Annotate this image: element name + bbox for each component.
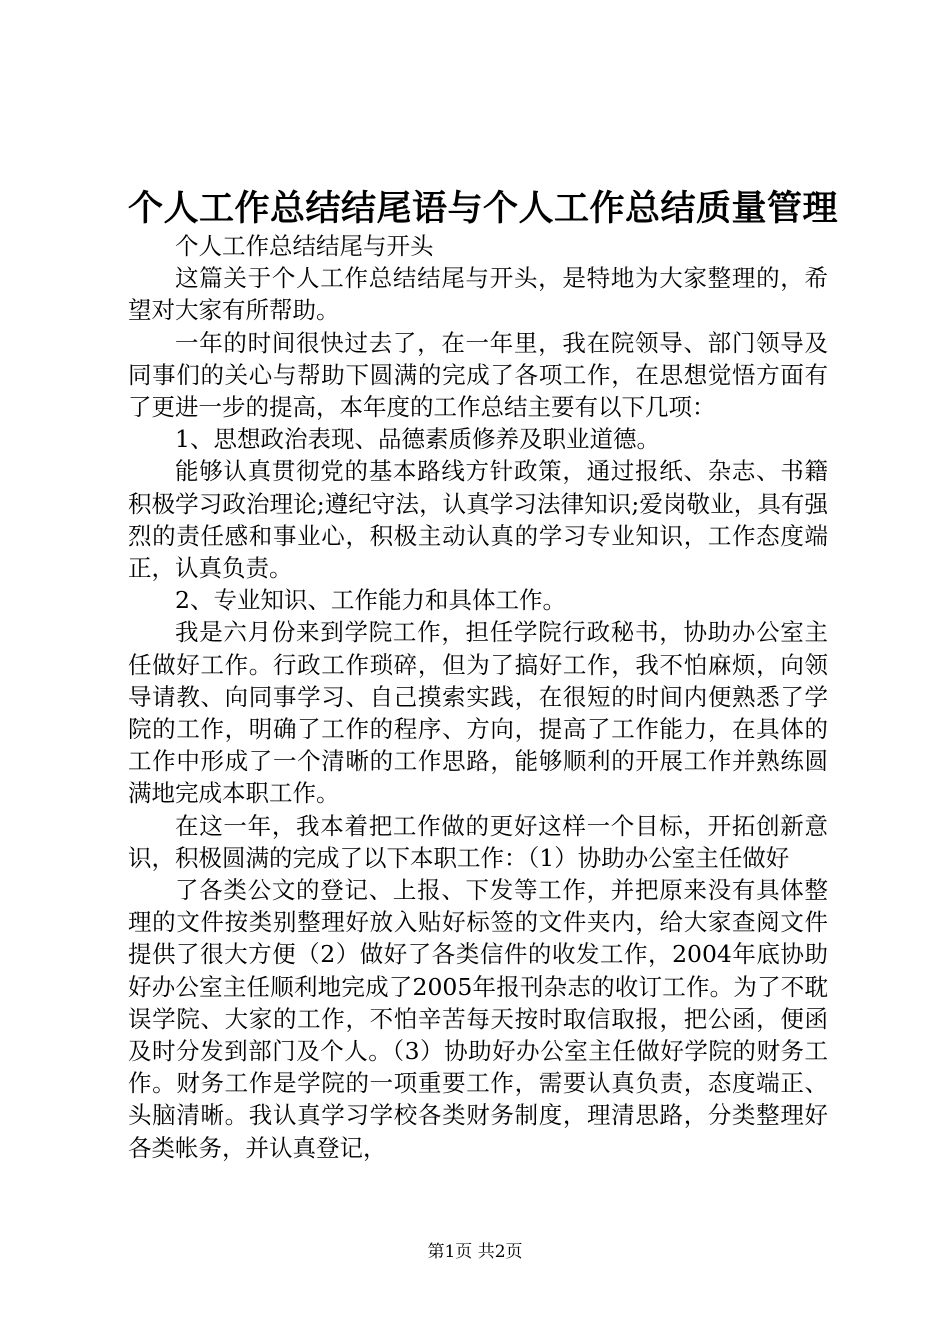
document-title: 个人工作总结结尾语与个人工作总结质量管理: [128, 189, 839, 229]
page-number: 第1页 共2页: [427, 1242, 523, 1262]
paragraph-duties: 了各类公文的登记、上报、下发等工作，并把原来没有具体整理的文件按类别整理好放入贴好标签的文件夹内，给大家查阅文件提供了很大方便（2）做好了各类信件的收发工作，2004年底协助好办公室主任顺利地完成了2005年报刊杂志的收订工作。为了不耽误学院、大家的工作，不怕辛苦每天按时取信取报，把公函，便函及时分发到部门及个人。（3）协助好办公室主任做好学院的财务工作。财务工作是学院的一项重要工作，需要认真负责，态度端正、头脑清晰。我认真学习学校各类财务制度，理清思路，分类整理好各类帐务，并认真登记，: [128, 876, 828, 1162]
paragraph-overview: 一年的时间很快过去了，在一年里，我在院领导、部门领导及同事们的关心与帮助下圆满的完成了各项工作，在思想觉悟方面有了更进一步的提高，本年度的工作总结主要有以下几项：: [128, 328, 828, 422]
section-heading-2: 2、专业知识、工作能力和具体工作。: [175, 586, 566, 615]
paragraph-section-1: 能够认真贯彻党的基本路线方针政策，通过报纸、杂志、书籍积极学习政治理论;遵纪守法，认真学习法律知识;爱岗敬业，具有强烈的责任感和事业心，积极主动认真的学习专业知识，工作态度端正，认真负责。: [128, 457, 828, 583]
paragraph-section-2: 我是六月份来到学院工作，担任学院行政秘书，协助办公室主任做好工作。行政工作琐碎，但为了搞好工作，我不怕麻烦，向领导请教、向同事学习、自己摸索实践，在很短的时间内便熟悉了学院的工作，明确了工作的程序、方向，提高了工作能力，在具体的工作中形成了一个清晰的工作思路，能够顺利的开展工作并熟练圆满地完成本职工作。: [128, 618, 828, 808]
section-heading-1: 1、思想政治表现、品德素质修养及职业道德。: [175, 425, 660, 454]
paragraph-subtitle: 个人工作总结结尾与开头: [175, 232, 434, 260]
document-body: [128, 230, 828, 1164]
paragraph-intro: 这篇关于个人工作总结结尾与开头，是特地为大家整理的，希望对大家有所帮助。: [128, 264, 828, 325]
paragraph-year-work: 在这一年，我本着把工作做的更好这样一个目标，开拓创新意识，积极圆满的完成了以下本职工作：（1）协助办公室主任做好: [128, 811, 828, 872]
